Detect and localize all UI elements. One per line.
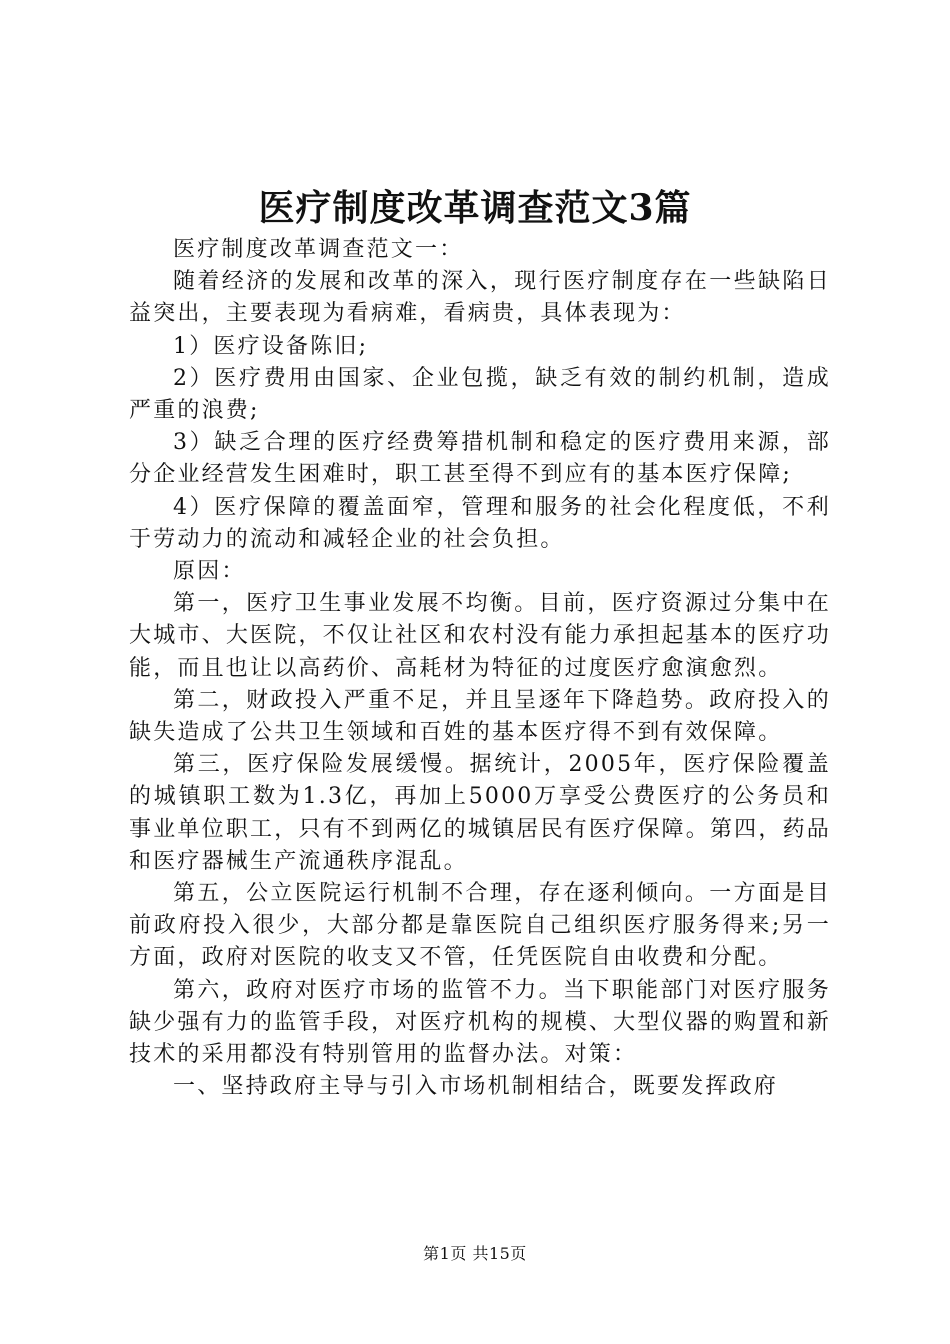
paragraph: 第二，财政投入严重不足，并且呈逐年下降趋势。政府投入的缺失造成了公共卫生领域和百姓的基本医疗得不到有效保障。 (129, 687, 831, 746)
paragraph: 医疗制度改革调查范文一： (173, 237, 464, 262)
paragraph: 第三，医疗保险发展缓慢。据统计，2005年，医疗保险覆盖的城镇职工数为1.3亿，再加上5000万享受公费医疗的公务员和事业单位职工，只有不到两亿的城镇居民有医疗保障。第四，药品和医疗器械生产流通秩序混乱。 (129, 752, 831, 874)
paragraph: 随着经济的发展和改革的深入，现行医疗制度存在一些缺陷日益突出，主要表现为看病难，看病贵，具体表现为： (129, 269, 831, 327)
document-title: 医疗制度改革调查范文3篇 (258, 187, 692, 229)
paragraph: 原因： (173, 559, 246, 585)
document-body (129, 234, 831, 1103)
paragraph: 第五，公立医院运行机制不合理，存在逐利倾向。一方面是目前政府投入很少，大部分都是靠医院自己组织医疗服务得来;另一方面，政府对医院的收支又不管，任凭医院自由收费和分配。 (129, 881, 831, 971)
list-item: 3）缺乏合理的医疗经费筹措机制和稳定的医疗费用来源，部分企业经营发生困难时，职工甚至得不到应有的基本医疗保障; (129, 430, 831, 488)
paragraph: 第一，医疗卫生事业发展不均衡。目前，医疗资源过分集中在大城市、大医院，不仅让社区和农村没有能力承担起基本的医疗功能，而且也让以高药价、高耗材为特征的过度医疗愈演愈烈。 (129, 591, 831, 681)
paragraph: 第六，政府对医疗市场的监管不力。当下职能部门对医疗服务缺少强有力的监管手段，对医疗机构的规模、大型仪器的购置和新技术的采用都没有特别管用的监督办法。对策： (129, 977, 831, 1068)
list-item: 1）医疗设备陈旧; (173, 333, 369, 359)
page-number-footer: 第1页 共15页 (423, 1244, 527, 1263)
list-item: 4）医疗保障的覆盖面窄，管理和服务的社会化程度低，不利于劳动力的流动和减轻企业的社会负担。 (129, 494, 831, 552)
paragraph: 一、坚持政府主导与引入市场机制相结合，既要发挥政府 (173, 1074, 779, 1100)
list-item: 2）医疗费用由国家、企业包揽，缺乏有效的制约机制，造成严重的浪费; (129, 365, 831, 424)
